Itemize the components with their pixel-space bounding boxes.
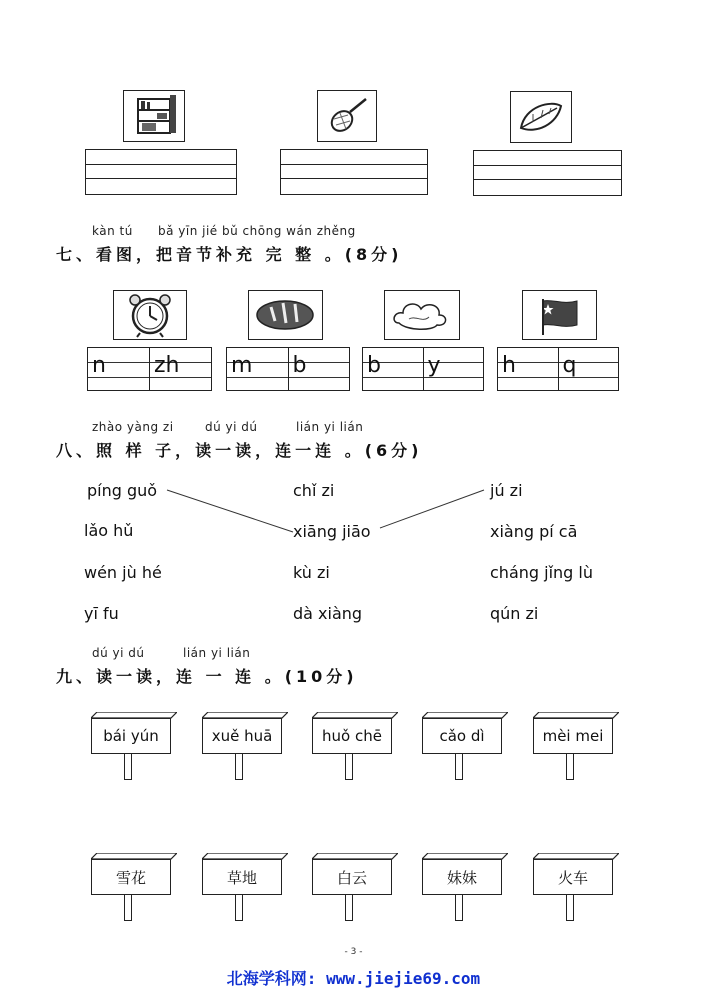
syllable-letter: zh: [154, 353, 180, 378]
word-col1-1: píng guǒ: [87, 481, 158, 500]
section8-pinyin-3: lián yi lián: [296, 420, 364, 434]
section9-pinyin-2: lián yi lián: [183, 646, 251, 660]
word-col2-3: kù zi: [293, 563, 330, 582]
sign-label: xuě huā: [202, 718, 282, 754]
syllable-letter: n: [92, 353, 106, 378]
sign-bottom-2[interactable]: [202, 853, 288, 923]
word-col2-4: dà xiàng: [293, 604, 363, 623]
sign-label: bái yún: [91, 718, 171, 754]
sign-label: 火车: [533, 859, 613, 895]
connector-line: [167, 490, 293, 532]
word-col2-2: xiāng jiāo: [293, 522, 371, 541]
syllable-letter: q: [562, 353, 577, 378]
sign-top-2[interactable]: [202, 712, 288, 782]
syllable-letter: b: [292, 353, 307, 378]
sign-bottom-3[interactable]: [312, 853, 398, 923]
sign-label: mèi mei: [533, 718, 613, 754]
sign-label: cǎo dì: [422, 718, 502, 754]
section9-pinyin-1: dú yi dú: [92, 646, 145, 660]
sign-bottom-5[interactable]: [533, 853, 619, 923]
section8-pinyin-1: zhào yàng zi: [92, 420, 174, 434]
sign-label: 白云: [312, 859, 392, 895]
word-col3-2: xiàng pí cā: [490, 522, 578, 541]
sign-top-5[interactable]: [533, 712, 619, 782]
word-col3-4: qún zi: [490, 604, 539, 623]
word-col1-4: yī fu: [84, 604, 119, 623]
word-col1-3: wén jù hé: [84, 563, 162, 582]
connector-line: [380, 490, 484, 528]
syllable-letter: y: [427, 353, 441, 378]
syllable-letter: m: [231, 353, 253, 378]
section7-pinyin-2: bǎ yīn jié bǔ chōng wán zhěng: [158, 224, 356, 238]
section9-title: 九、读一读，连 一 连 。(10分): [56, 667, 358, 686]
section7-title: 七、看图，把音节补充 完 整 。(8分): [56, 245, 403, 264]
word-col1-2: lǎo hǔ: [84, 521, 134, 540]
word-col2-1: chǐ zi: [293, 481, 335, 500]
page-number: - 3 -: [344, 947, 363, 957]
sign-label: 草地: [202, 859, 282, 895]
sign-top-3[interactable]: [312, 712, 398, 782]
sign-label: 雪花: [91, 859, 171, 895]
sign-label: huǒ chē: [312, 718, 392, 754]
section7-pinyin-1: kàn tú: [92, 224, 133, 238]
sign-label: 妹妹: [422, 859, 502, 895]
section8-title: 八、照 样 子，读一读，连一连 。(6分): [56, 441, 423, 460]
syllable-letter: b: [367, 353, 381, 378]
sign-bottom-4[interactable]: [422, 853, 508, 923]
word-col3-1: jú zi: [490, 481, 523, 500]
sign-top-4[interactable]: [422, 712, 508, 782]
footer-watermark: 北海学科网: www.jiejie69.com: [226, 969, 481, 988]
word-col3-3: cháng jǐng lù: [490, 563, 593, 582]
sign-top-1[interactable]: [91, 712, 177, 782]
section8-pinyin-2: dú yi dú: [205, 420, 258, 434]
sign-bottom-1[interactable]: [91, 853, 177, 923]
syllable-letter: h: [502, 353, 516, 378]
